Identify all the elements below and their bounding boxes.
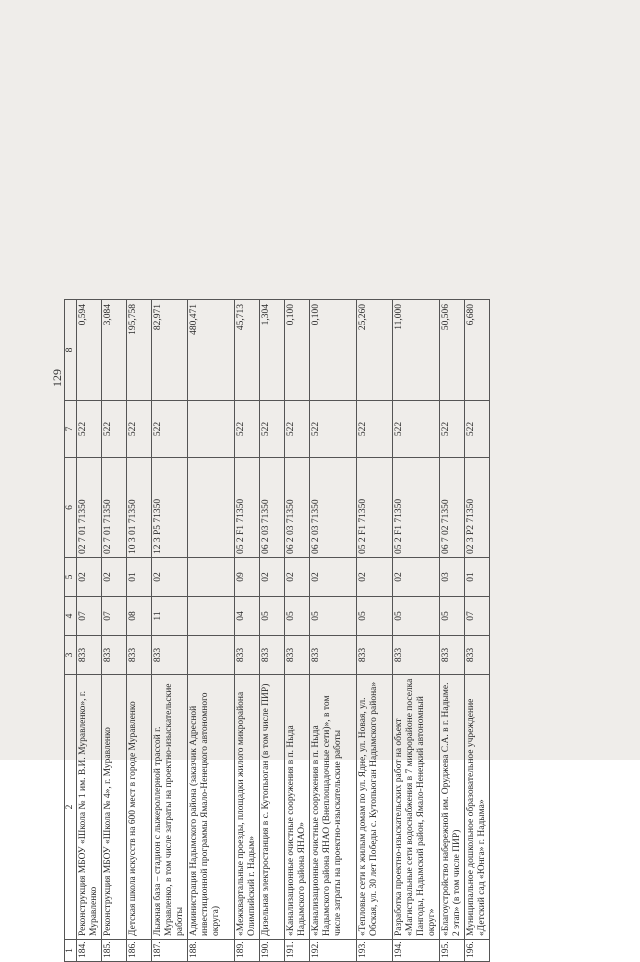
- table-row: [309, 300, 356, 962]
- target-article-cell: 02 7 01 71350: [77, 458, 102, 558]
- ministry-code-cell: 833: [356, 636, 392, 675]
- row-number-cell: 196.: [464, 940, 489, 962]
- expense-type-cell: 522: [284, 401, 309, 458]
- row-number-cell: 191.: [284, 940, 309, 962]
- section-code-cell: 07: [77, 597, 102, 636]
- row-number-cell: 185.: [102, 940, 127, 962]
- table-row: [152, 300, 188, 962]
- subsection-code-cell: 02: [102, 558, 127, 597]
- amount-cell: 3,084: [102, 300, 127, 401]
- target-article-cell: 06 7 02 71350: [439, 458, 464, 558]
- section-code-cell: [187, 597, 234, 636]
- subsection-code-cell: 03: [439, 558, 464, 597]
- amount-cell: 6,680: [464, 300, 489, 401]
- row-number-cell: 189.: [234, 940, 259, 962]
- ministry-code-cell: 833: [284, 636, 309, 675]
- expense-type-cell: [187, 401, 234, 458]
- target-article-cell: 05 2 F1 71350: [356, 458, 392, 558]
- ministry-code-cell: 833: [127, 636, 152, 675]
- subsection-code-cell: 02: [77, 558, 102, 597]
- expense-type-cell: 522: [127, 401, 152, 458]
- row-number-cell: 186.: [127, 940, 152, 962]
- ministry-code-cell: 833: [259, 636, 284, 675]
- row-number-cell: 193.: [356, 940, 392, 962]
- target-article-cell: 12 3 P5 71350: [152, 458, 188, 558]
- section-code-cell: 11: [152, 597, 188, 636]
- header-cell: 5: [65, 558, 77, 597]
- object-name-cell: Детская школа искусств на 600 мест в городе Муравленко: [127, 675, 152, 940]
- section-code-cell: 07: [464, 597, 489, 636]
- table-row: [392, 300, 439, 962]
- subsection-code-cell: 09: [234, 558, 259, 597]
- expense-type-cell: 522: [439, 401, 464, 458]
- amount-cell: 45,713: [234, 300, 259, 401]
- expense-type-cell: 522: [259, 401, 284, 458]
- table-row: [187, 300, 234, 962]
- expense-type-cell: 522: [309, 401, 356, 458]
- section-code-cell: 05: [356, 597, 392, 636]
- table-row: [77, 300, 102, 962]
- ministry-code-cell: 833: [234, 636, 259, 675]
- row-number-cell: 187.: [152, 940, 188, 962]
- amount-cell: 480,471: [187, 300, 234, 401]
- rotated-table-wrapper: [64, 300, 576, 962]
- object-name-cell: «Тепловые сети к жилым домам по ул. Ядне, ул. Новая, ул. Обская, ул. 30 лет Победы с. Кутопьюган Надымского района»: [356, 675, 392, 940]
- target-article-cell: 10 3 01 71350: [127, 458, 152, 558]
- row-number-cell: 188.: [187, 940, 234, 962]
- subsection-code-cell: 02: [259, 558, 284, 597]
- target-article-cell: 02 7 01 71350: [102, 458, 127, 558]
- amount-cell: 25,260: [356, 300, 392, 401]
- amount-cell: 0,100: [309, 300, 356, 401]
- subsection-code-cell: 02: [356, 558, 392, 597]
- target-article-cell: [187, 458, 234, 558]
- row-number-cell: 184.: [77, 940, 102, 962]
- row-number-cell: 194.: [392, 940, 439, 962]
- row-number-cell: 195.: [439, 940, 464, 962]
- table-row: [464, 300, 489, 962]
- object-name-cell: Реконструкция МБОУ «Школа № 1 им. В.И. Муравленко», г. Муравленко: [77, 675, 102, 940]
- subsection-code-cell: 02: [152, 558, 188, 597]
- header-cell: 3: [65, 636, 77, 675]
- ministry-code-cell: 833: [309, 636, 356, 675]
- ministry-code-cell: 833: [102, 636, 127, 675]
- object-name-cell: Лыжная база – стадион с лыжероллерной трассой г. Муравленко, в том числе затраты на проектно-изыскательские работы: [152, 675, 188, 940]
- table-row: [234, 300, 259, 962]
- header-cell: 4: [65, 597, 77, 636]
- expense-type-cell: 522: [392, 401, 439, 458]
- expense-type-cell: 522: [234, 401, 259, 458]
- amount-cell: 195,758: [127, 300, 152, 401]
- amount-cell: 50,506: [439, 300, 464, 401]
- section-code-cell: 05: [439, 597, 464, 636]
- section-code-cell: 05: [259, 597, 284, 636]
- table-row: [102, 300, 127, 962]
- section-code-cell: 05: [284, 597, 309, 636]
- amount-cell: 82,971: [152, 300, 188, 401]
- ministry-code-cell: 833: [77, 636, 102, 675]
- section-code-cell: 08: [127, 597, 152, 636]
- object-name-cell: Разработка проектно-изыскательских работ на объект «Магистральные сети водоснабжения в 7 микрорайоне поселка Пангоды, Надымский район, Ямало-Ненецкий автономный округ»: [392, 675, 439, 940]
- section-code-cell: 04: [234, 597, 259, 636]
- target-article-cell: 05 2 F1 71350: [392, 458, 439, 558]
- row-number-cell: 192.: [309, 940, 356, 962]
- object-name-cell: Муниципальное дошкольное образовательное учреждение «Детский сад «Юнга» г. Надыма»: [464, 675, 489, 940]
- target-article-cell: 06 2 03 71350: [309, 458, 356, 558]
- object-name-cell: Реконструкция МБОУ «Школа № 4», г. Муравленко: [102, 675, 127, 940]
- row-number-cell: 190.: [259, 940, 284, 962]
- subsection-code-cell: [187, 558, 234, 597]
- expense-type-cell: 522: [77, 401, 102, 458]
- object-name-cell: Дизельная электростанция в с. Кутопьюган (в том числе ПИР): [259, 675, 284, 940]
- ministry-code-cell: [187, 636, 234, 675]
- object-name-cell: «Межквартальные проезды, площадки жилого микрорайона Олимпийский г. Надым»: [234, 675, 259, 940]
- header-cell: 8: [65, 300, 77, 401]
- section-code-cell: 05: [392, 597, 439, 636]
- target-article-cell: 06 2 03 71350: [284, 458, 309, 558]
- header-cell: 1: [65, 940, 77, 962]
- amount-cell: 0,594: [77, 300, 102, 401]
- subsection-code-cell: 02: [392, 558, 439, 597]
- subsection-code-cell: 02: [309, 558, 356, 597]
- amount-cell: 1,304: [259, 300, 284, 401]
- target-article-cell: 02 3 P2 71350: [464, 458, 489, 558]
- page-number: 129: [50, 369, 64, 387]
- object-name-cell: «Канализационные очистные сооружения в п. Ныда Надымского района ЯНАО»: [284, 675, 309, 940]
- table-row: [284, 300, 309, 962]
- expense-type-cell: 522: [464, 401, 489, 458]
- amount-cell: 11,000: [392, 300, 439, 401]
- ministry-code-cell: 833: [152, 636, 188, 675]
- header-cell: 7: [65, 401, 77, 458]
- header-cell: 2: [65, 675, 77, 940]
- ministry-code-cell: 833: [439, 636, 464, 675]
- header-cell: 6: [65, 458, 77, 558]
- subsection-code-cell: 01: [464, 558, 489, 597]
- subsection-code-cell: 01: [127, 558, 152, 597]
- table-row: [356, 300, 392, 962]
- section-code-cell: 07: [102, 597, 127, 636]
- expense-type-cell: 522: [102, 401, 127, 458]
- target-article-cell: 06 2 03 71350: [259, 458, 284, 558]
- table-header-row: [65, 300, 77, 962]
- table-row: [127, 300, 152, 962]
- table-body: [77, 300, 490, 962]
- expense-type-cell: 522: [356, 401, 392, 458]
- expense-type-cell: 522: [152, 401, 188, 458]
- object-name-cell: «Канализационные очистные сооружения в п. Ныда Надымского района ЯНАО (Внеплощадочные сети)», в том числе затраты на проектно-изыскательские работы: [309, 675, 356, 940]
- object-name-cell: «Благоустройство набережной им. Оруджева С.А. в г. Надыме. 2 этап» (в том числе ПИР): [439, 675, 464, 940]
- section-code-cell: 05: [309, 597, 356, 636]
- ministry-code-cell: 833: [464, 636, 489, 675]
- table-row: [439, 300, 464, 962]
- budget-table: [64, 299, 490, 962]
- object-name-cell: Администрация Надымского района (заказчик Адресной инвестиционной программы Ямало-Ненецкого автономного округа): [187, 675, 234, 940]
- table-row: [259, 300, 284, 962]
- amount-cell: 0,100: [284, 300, 309, 401]
- ministry-code-cell: 833: [392, 636, 439, 675]
- target-article-cell: 05 2 F1 71350: [234, 458, 259, 558]
- subsection-code-cell: 02: [284, 558, 309, 597]
